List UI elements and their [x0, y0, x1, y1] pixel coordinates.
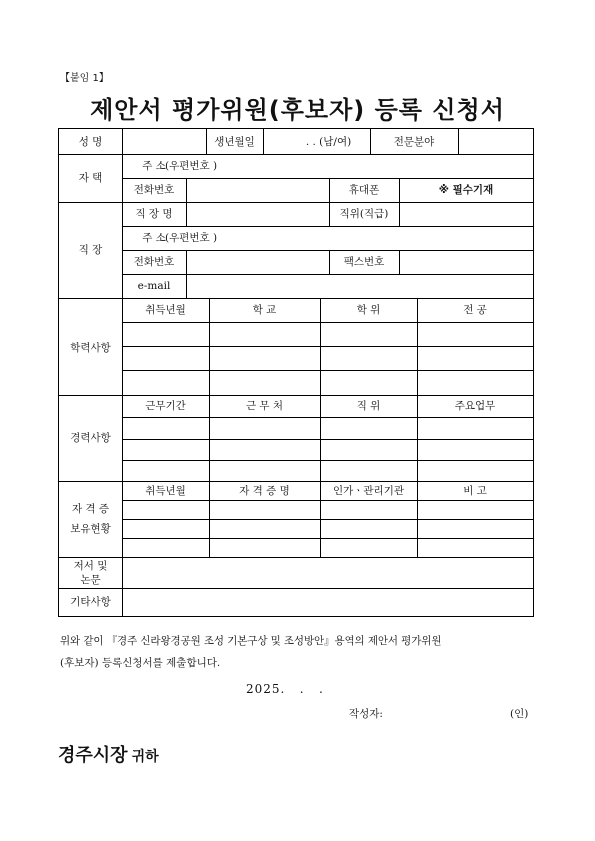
license-header: 자 격 증 명 — [239, 485, 290, 497]
education-header: 취득년월 — [145, 304, 186, 316]
education-section-label: 학력사항 — [70, 342, 111, 354]
statement-line-1: 위와 같이 『경주 신라왕경공원 조성 기본구상 및 조성방안』용역의 제안서 평가위원 — [60, 635, 442, 647]
home-mobile-label: 휴대폰 — [348, 184, 380, 196]
career-header: 근무기간 — [145, 400, 186, 412]
education-header: 학 교 — [252, 304, 277, 316]
addressee-name: 경주시장 — [58, 745, 128, 766]
seal-label: (인) — [510, 708, 529, 720]
page-title: 제안서 평가위원(후보자) 등록 신청서 — [90, 96, 505, 124]
education-header: 전 공 — [463, 304, 487, 316]
writer-label: 작성자: — [349, 708, 383, 720]
license-header: 인가ㆍ관리기관 — [332, 485, 404, 497]
statement-line-2: (후보자) 등록신청서를 제출합니다. — [60, 657, 221, 669]
birth-date-value: . . (남/여) — [305, 136, 352, 148]
addressee-suffix: 귀하 — [131, 749, 159, 765]
specialty-label: 전문분야 — [393, 136, 435, 148]
position-label: 직위(직급) — [339, 208, 389, 220]
registration-form — [58, 128, 534, 617]
career-header: 주요업무 — [454, 400, 496, 412]
license-section-label: 자 격 증 — [71, 503, 110, 515]
home-phone-label: 전화번호 — [133, 184, 175, 196]
license-section-label-2: 보유현황 — [70, 523, 111, 535]
home-address-label: 주 소 — [142, 160, 166, 172]
statement — [60, 630, 542, 674]
workplace-label: 직 장 명 — [135, 208, 173, 220]
papers-label: 저서 및 — [73, 560, 108, 572]
papers-label-2: 논문 — [80, 574, 101, 586]
home-section-label: 자 택 — [78, 172, 103, 184]
education-header: 학 위 — [356, 304, 381, 316]
birth-date-label: 생년월일 — [214, 136, 255, 148]
email-label: e-mail — [137, 280, 171, 292]
work-phone-label: 전화번호 — [133, 256, 175, 268]
other-label: 기타사항 — [70, 596, 111, 608]
career-header: 근 무 처 — [245, 400, 284, 412]
work-address-label: 주 소 — [142, 232, 166, 244]
addressee — [58, 741, 159, 767]
career-header: 직 위 — [356, 400, 381, 412]
work-section-label: 직 장 — [78, 244, 103, 256]
attachment-label: 【붙임 1】 — [60, 73, 109, 84]
work-address-postal: (우편번호 ) — [165, 232, 218, 244]
license-header: 취득년월 — [145, 485, 186, 497]
license-header: 비 고 — [463, 485, 487, 497]
fax-label: 팩스번호 — [343, 256, 385, 268]
submission-date: 2025. . . — [246, 682, 324, 696]
home-address-postal: (우편번호 ) — [165, 160, 218, 172]
name-label: 성 명 — [78, 136, 103, 148]
career-section-label: 경력사항 — [70, 432, 111, 444]
required-note: ※ 필수기재 — [438, 184, 494, 196]
